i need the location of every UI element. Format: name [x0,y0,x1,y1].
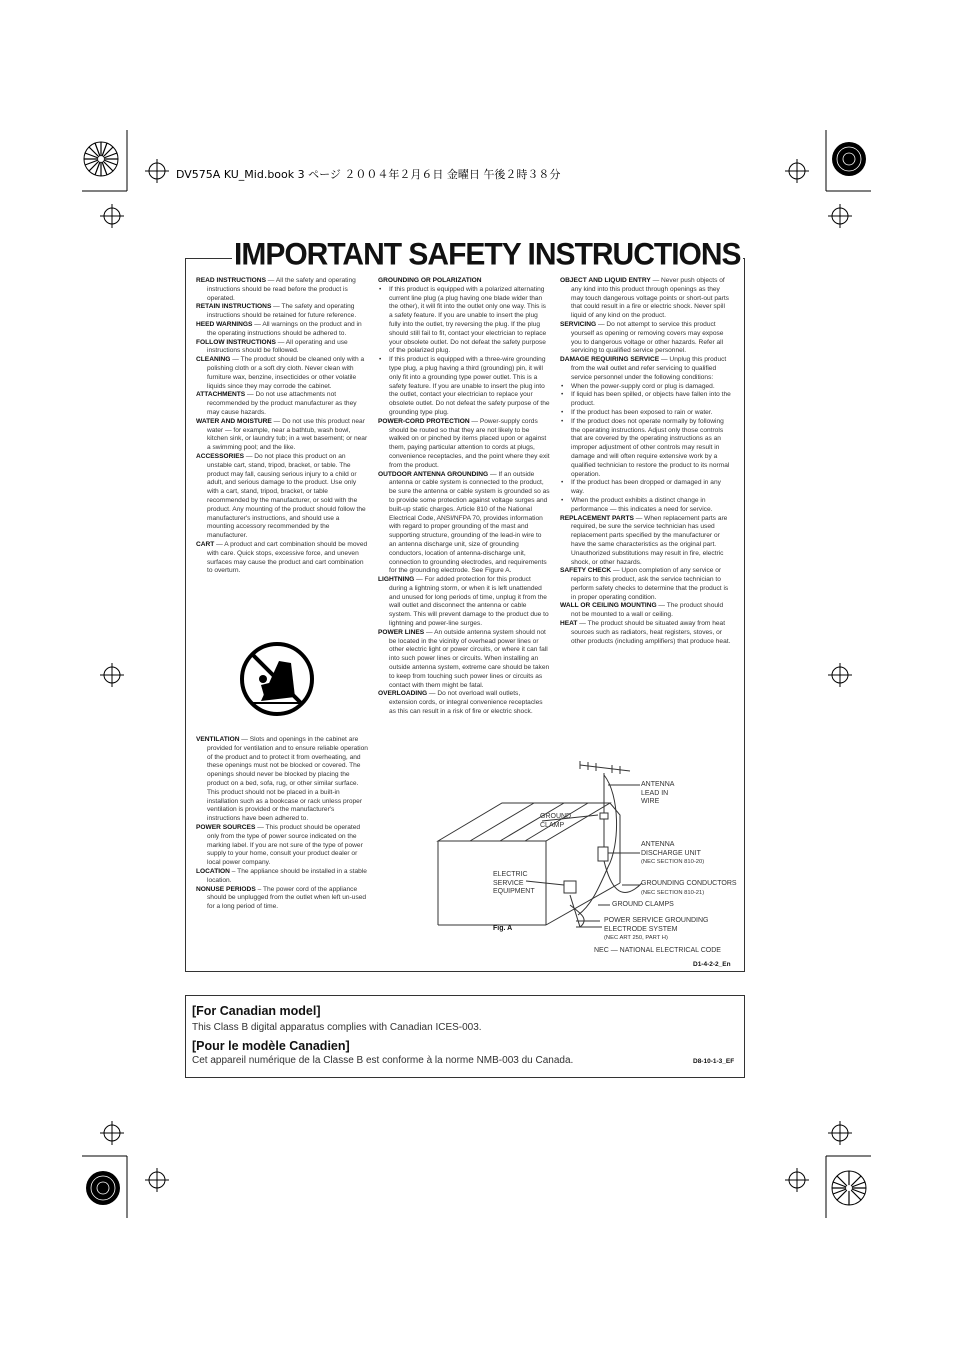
electrode-label [604,917,709,943]
label-line: ELECTRIC [493,871,528,878]
instruction-item [560,602,734,620]
instruction-heading: ACCESSORIES [196,452,244,460]
label-line: DISCHARGE UNIT [641,849,701,857]
instruction-text: — For added protection for this product during a lightning storm, or when it is left unattended and unused for long periods of time, unplug it from the wall outlet and disconnect the antenna or cable system. This will prevent damage to the product due to lightning and power-line surges. [389,576,549,628]
instruction-item [378,418,550,471]
instruction-item [560,356,734,382]
canadian-text-en: This Class B digital apparatus complies with Canadian ICES-003. [192,1022,482,1033]
antenna-lead-in-label [641,781,674,807]
instruction-text: — Never push objects of any kind into this product through openings as they may touch dangerous voltage points or short-out parts that could result in a fire or electric shock. Never spill liquid of any kind on the product. [571,277,729,320]
instruction-heading: REPLACEMENT PARTS [560,514,634,522]
document-code: D1-4-2-2_En [693,961,731,968]
instruction-heading: CART [196,540,215,548]
label-line: ELECTRODE SYSTEM [604,925,678,933]
instruction-text: — Do not attempt to service this product yourself as opening or removing covers may expose you to dangerous voltage or other hazards. Refer all servicing to qualified service personnel. [571,320,724,355]
instruction-text: — When replacement parts are required, be sure the service technician has used replacement parts specified by the manufacturer or have the same characteristics as the original part. Unauthorized substitutions may result in fire, electric shock, or other hazards. [571,514,728,566]
file-header-line: DV575A KU_Mid.book 3 ページ ２００４年２月６日 金曜日 午後２時３８分 [176,168,561,181]
instruction-item [196,356,368,391]
bullet-item: • If the product has been dropped or damaged in any way. [560,479,734,497]
instruction-text: — If an outside antenna or cable system is connected to the product, be sure the antenna or cable system is grounded so as to provide some protection against voltage surges and built-up static charges. Article 810 of the National Electrical Code, ANSI/NFPA 70, provides information with regard to proper grounding of the mast and supporting structure, grounding of the lead-in wire to an antenna discharge unit, size of grounding conductors, location of antenna-discharge unit, connection to grounding electrodes, and requirements for the grounding electrode. See Figure A. [389,470,550,575]
registration-target-icon [832,1171,866,1205]
instruction-heading: OUTDOOR ANTENNA GROUNDING [378,470,489,478]
instruction-heading: HEAT [560,620,578,628]
canadian-code: D8-10-1-3_EF [693,1058,735,1065]
instruction-text: – The appliance should be installed in a stable location. [207,867,367,884]
grounding-conductors-text: GROUNDING CONDUCTORS [641,880,737,887]
electrode-note: (NEC ART 250, PART H) [604,935,668,941]
bullet-item: • When the power-supply cord or plug is damaged. [560,383,734,392]
instruction-item [196,321,368,339]
instruction-heading: SERVICING [560,320,597,328]
discharge-unit-label [641,841,704,867]
instruction-item [196,391,368,417]
instruction-item [196,418,368,453]
electric-service-label [493,871,535,897]
label-line: WIRE [641,798,660,805]
instruction-text: — This product should be operated only from the type of power source indicated on the marking label. If you are not sure of the type of power supply to your home, consult your product dealer or local power company. [207,823,363,867]
column-2 [378,277,550,717]
instruction-text: — The product should not be mounted to a wall or ceiling. [571,602,724,619]
instruction-heading: FOLLOW INSTRUCTIONS [196,338,276,346]
instruction-heading: READ INSTRUCTIONS [196,277,266,284]
instruction-text: — Power-supply cords should be routed so that they are not likely to be walked on or pinched by items placed upon or against them, paying particular attention to cords at plugs, convenience receptacles, and the point where they exit from the product. [389,417,550,469]
label-line: POWER SERVICE GROUNDING [604,917,709,924]
column-3-items-b [560,515,734,647]
instruction-item [196,736,368,824]
instruction-item [196,277,368,303]
label-line: GROUND [540,813,572,820]
instruction-heading: VENTILATION [196,736,240,743]
instruction-item [196,303,368,321]
column-2-items [378,418,550,717]
instruction-heading: SAFETY CHECK [560,567,612,575]
column-1 [196,277,368,576]
instruction-text: — The product should be cleaned only with a polishing cloth or a soft dry cloth. Never clean with furniture wax, benzine, insecticides or other volatile liquids since they may corrode the cabinet. [207,356,365,390]
registration-target-icon [84,142,118,176]
instruction-item [560,277,734,321]
instruction-item [196,824,368,868]
page-title: IMPORTANT SAFETY INSTRUCTIONS [234,237,741,272]
instruction-text: — Do not overload wall outlets, extension cords, or integral convenience receptacles as this can result in a risk of fire or electric shock. [389,690,543,716]
ground-clamps-label: GROUND CLAMPS [612,901,674,908]
instruction-heading: LIGHTNING [378,576,415,584]
bullet-item: • If the product has been exposed to rain or water. [560,409,734,418]
instruction-text: — The product should be situated away from heat sources such as radiators, heat registers, stoves, or other products (including amplifiers) that produce heat. [571,620,731,645]
instruction-item [378,690,550,716]
instruction-heading: WATER AND MOISTURE [196,417,272,425]
label-line: LEAD IN [641,789,669,797]
cart-tip-over-warning-icon [239,641,315,717]
bullet-item: • If the product does not operate normally by following the operating instructions. Adjust only those controls that are covered by the operating instructions as an improper adjustment of other controls may result in damage and will often require extensive work by a qualified technician to restore the product to its normal operation. [560,418,734,480]
column-3-items-a [560,277,734,383]
label-line: ANTENNA [641,781,675,788]
column-1-lower [196,736,368,912]
instruction-item [378,576,550,629]
instruction-heading: POWER SOURCES [196,823,256,831]
label-line: ANTENNA [641,841,675,848]
instruction-heading: POWER-CORD PROTECTION [378,417,470,425]
damage-bullet-list [560,383,734,515]
canadian-heading-fr: [Pour le modèle Canadien] [192,1039,350,1053]
registration-target-icon [86,1171,120,1205]
bullet-item: • When the product exhibits a distinct change in performance — this indicates a need for service. [560,497,734,515]
instruction-heading: DAMAGE REQUIRING SERVICE [560,356,660,364]
instruction-text: — Do not place this product on an unstable cart, stand, tripod, bracket, or table. The product may fall, causing serious injury to a child or adult, and serious damage to the product. Use only with a cart, stand, tripod, bracket, or table recommended by the manufacturer, or sold with the product. Any mounting of the product should follow the manufacturer's instructions, and should use a mounting accessory recommended by the manufacturer. [207,452,366,540]
instruction-item [378,471,550,577]
ground-clamp-label [540,813,571,830]
label-line: SERVICE [493,879,524,887]
bullet-item: • If this product is equipped with a polarized alternating current line plug (a plug having one blade wider than the other), it will fit into the outlet only one way. This is a safety feature. If you are unable to insert the plug fully into the outlet, try reversing the plug. If the plug should still fail to fit, contact your electrician to replace your obsolete outlet. Do not defeat the safety purpose of the polarized plug. [378,286,550,356]
canadian-heading-en: [For Canadian model] [192,1004,321,1018]
instruction-heading: OBJECT AND LIQUID ENTRY [560,277,651,284]
instruction-text: — An outside antenna system should not be located in the vicinity of overhead power lines or other electric light or power circuits, or where it can fall into such power lines or circuits. When installing an outside antenna system, extreme care should be taken to keep from touching such power lines or circuits as contact with them might be fatal. [389,628,550,689]
grounding-conductors-label [641,880,737,897]
instruction-heading: HEED WARNINGS [196,320,253,328]
instruction-item [196,541,368,576]
instruction-item [196,868,368,886]
instruction-heading: NONUSE PERIODS [196,885,256,893]
instruction-item [196,339,368,357]
instruction-text: — Upon completion of any service or repairs to this product, ask the service technician to perform safety checks to determine that the product is in proper operating condition. [571,567,729,601]
instruction-text: — A product and cart combination should be moved with care. Quick stops, excessive force, and uneven surfaces may cause the product and cart combination to overturn. [207,540,368,575]
instruction-heading: POWER LINES [378,628,425,636]
grounding-bullet-list [378,286,550,418]
label-line: EQUIPMENT [493,888,535,895]
instruction-text: — All warnings on the product and in the operating instructions should be adhered to. [207,320,362,337]
instruction-item [378,629,550,691]
discharge-unit-note: (NEC SECTION 810-20) [641,859,705,865]
instruction-text: — The safety and operating instructions should be retained for future reference. [207,303,357,320]
label-line: CLAMP [540,821,565,829]
column-3 [560,277,734,646]
grounding-conductors-note: (NEC SECTION 810-21) [641,889,705,896]
instruction-text: – The power cord of the appliance should be unplugged from the outlet when left un-used for a long period of time. [207,885,367,911]
instruction-text: — Do not use this product near water — for example, near a bathtub, wash bowl, kitchen sink, or laundry tub; in a wet basement; or near a swimming pool; and the like. [207,417,368,452]
bullet-item: • If this product is equipped with a three-wire grounding type plug, a plug having a third (grounding) pin, it will only fit into a grounding type power outlet. This is a safety feature. If you are unable to insert the plug into the outlet, contact your electrician to replace your obsolete outlet. Do not defeat the safety purpose of the grounding type plug. [378,356,550,418]
instruction-item [560,620,734,646]
nec-label: NEC — NATIONAL ELECTRICAL CODE [594,947,721,954]
instruction-heading: CLEANING [196,356,231,364]
instruction-item [560,515,734,568]
instruction-text: — Do not use attachments not recommended by the product manufacturer as they may cause hazards. [207,391,357,416]
instruction-item [560,567,734,602]
instruction-text: — All operating and use instructions should be followed. [207,338,348,355]
instruction-text: — Slots and openings in the cabinet are provided for ventilation and to ensure reliable operation of the product and to protect it from overheating, and these openings must not be blocked or covered. The openings should never be blocked by placing the product on a bed, sofa, rug, or other similar surface. This product should not be placed in a built-in installation such as a bookcase or rack unless proper ventilation is provided or the manufacturer's instructions have been adhered to. [207,736,368,823]
grounding-heading: GROUNDING OR POLARIZATION [378,277,482,284]
bullet-item: • If liquid has been spilled, or objects have fallen into the product. [560,391,734,409]
instruction-heading: LOCATION [196,867,230,875]
instruction-heading: WALL OR CEILING MOUNTING [560,602,657,610]
figure-label: Fig. A [493,925,513,932]
instruction-text: — All the safety and operating instructions should be read before the product is operated. [207,277,356,302]
instruction-item [196,886,368,912]
instruction-heading: OVERLOADING [378,690,428,698]
instruction-heading: ATTACHMENTS [196,391,246,399]
instruction-text: — Unplug this product from the wall outlet and refer servicing to qualified service personnel under the following conditions: [571,356,727,381]
registration-target-icon [832,142,866,176]
instruction-item [196,453,368,541]
instruction-item [560,321,734,356]
instruction-heading: RETAIN INSTRUCTIONS [196,303,272,311]
canadian-text-fr: Cet appareil numérique de la Classe B est conforme à la norme NMB-003 du Canada. [192,1055,574,1066]
